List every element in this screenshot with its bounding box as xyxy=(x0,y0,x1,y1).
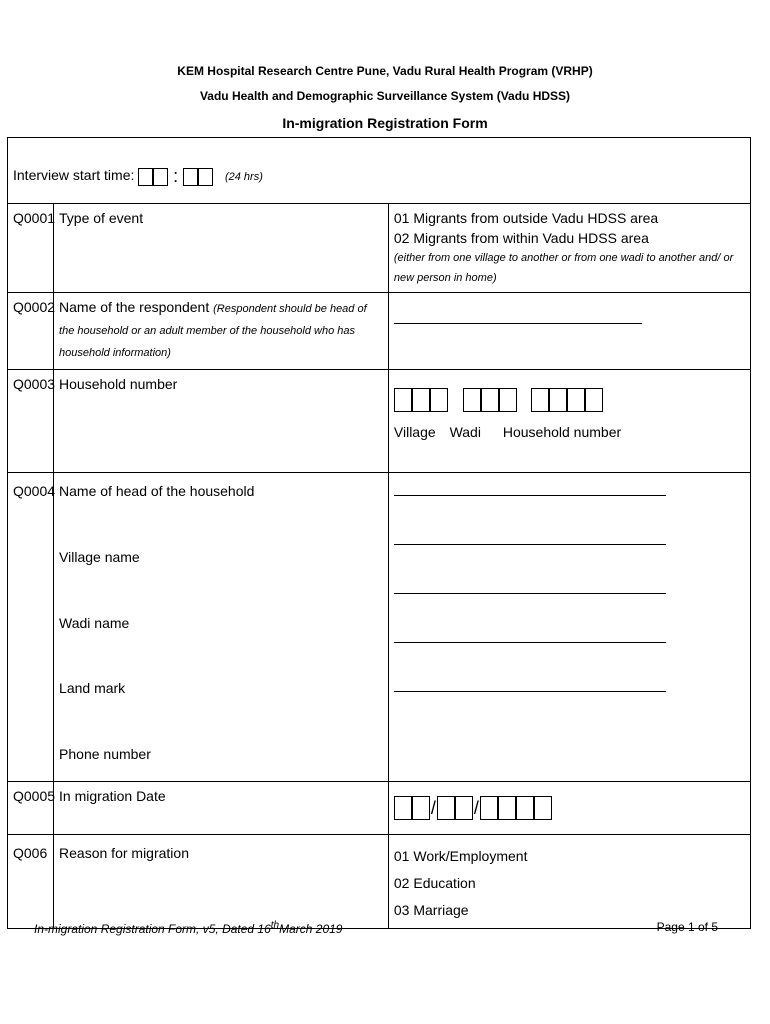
question-label: Reason for migration xyxy=(54,835,389,929)
land-mark-field[interactable] xyxy=(394,642,666,643)
wadi-name-field[interactable] xyxy=(394,593,666,594)
interview-start-row xyxy=(8,138,751,204)
household-code-boxes[interactable] xyxy=(531,388,603,412)
household-details-fields xyxy=(388,473,750,782)
table-row xyxy=(8,473,751,782)
start-time-hour-boxes[interactable] xyxy=(138,166,168,186)
village-sublabel: Village xyxy=(393,424,436,440)
question-code: Q0001 xyxy=(8,204,54,293)
option-item[interactable]: 01 Work/Employment xyxy=(393,848,528,864)
question-code: Q0005 xyxy=(8,782,54,835)
question-label: Type of event xyxy=(54,204,389,293)
time-separator: : xyxy=(173,165,179,186)
question-label: In migration Date xyxy=(54,782,389,835)
household-number-sublabel: Household number xyxy=(502,424,622,440)
village-name-field[interactable] xyxy=(394,544,666,545)
question-code: Q0002 xyxy=(8,293,54,370)
village-code-boxes[interactable] xyxy=(394,388,448,412)
village-name-label: Village name xyxy=(59,549,140,565)
date-separator: / xyxy=(430,798,436,818)
date-month-boxes[interactable] xyxy=(437,796,473,820)
respondent-name-field[interactable] xyxy=(388,293,750,370)
option-item[interactable]: 03 Marriage xyxy=(393,902,469,918)
answer-options xyxy=(388,835,750,929)
option-item[interactable]: 01 Migrants from outside Vadu HDSS area xyxy=(393,210,659,226)
head-name-field[interactable] xyxy=(394,495,666,496)
question-code: Q0004 xyxy=(8,473,54,782)
question-cell xyxy=(54,293,389,370)
migration-date-field[interactable] xyxy=(388,782,750,835)
question-label: Name of head of the household xyxy=(59,483,255,499)
header-line-1: KEM Hospital Research Centre Pune, Vadu Rural Health Program (VRHP) xyxy=(177,64,593,78)
date-year-boxes[interactable] xyxy=(480,796,552,820)
wadi-code-boxes[interactable] xyxy=(463,388,517,412)
option-item[interactable]: 02 Education xyxy=(393,875,476,891)
question-label: Name of the respondent xyxy=(59,299,210,315)
time-format-hint: (24 hrs) xyxy=(224,170,263,183)
wadi-sublabel: Wadi xyxy=(449,424,481,440)
land-mark-label: Land mark xyxy=(59,680,126,696)
question-note: (Respondent should be head of the household or an adult member of the household who has household information) xyxy=(59,303,367,359)
start-time-minute-boxes[interactable] xyxy=(183,166,213,186)
form-title: In-migration Registration Form xyxy=(282,115,488,131)
registration-form-table xyxy=(7,137,751,929)
phone-number-field[interactable] xyxy=(394,691,666,692)
footer-version-text: In-migration Registration Form, v5, Dated 16 xyxy=(34,922,271,936)
option-item[interactable]: 02 Migrants from within Vadu HDSS area xyxy=(393,230,649,246)
footer-version-date: March 2019 xyxy=(279,922,343,936)
question-code: Q0003 xyxy=(8,370,54,473)
table-row xyxy=(8,293,751,370)
household-number-field[interactable] xyxy=(388,370,750,473)
table-row xyxy=(8,782,751,835)
date-day-boxes[interactable] xyxy=(394,796,430,820)
wadi-name-label: Wadi name xyxy=(59,615,130,631)
question-cell xyxy=(54,473,389,782)
header-line-2: Vadu Health and Demographic Surveillance System (Vadu HDSS) xyxy=(199,89,571,103)
page-number: Page 1 of 5 xyxy=(656,920,718,934)
footer-version-sup: th xyxy=(270,920,280,931)
footer-form-version xyxy=(34,920,342,936)
answer-options xyxy=(388,204,750,293)
question-code: Q006 xyxy=(8,835,54,929)
table-row xyxy=(8,835,751,929)
table-row xyxy=(8,370,751,473)
phone-number-label: Phone number xyxy=(59,746,151,762)
option-note: (either from one village to another or from one wadi to another and/ or new person in home) xyxy=(393,252,734,284)
date-separator: / xyxy=(473,798,479,818)
table-row xyxy=(8,204,751,293)
interview-start-label: Interview start time: xyxy=(13,166,135,183)
question-label: Household number xyxy=(54,370,389,473)
